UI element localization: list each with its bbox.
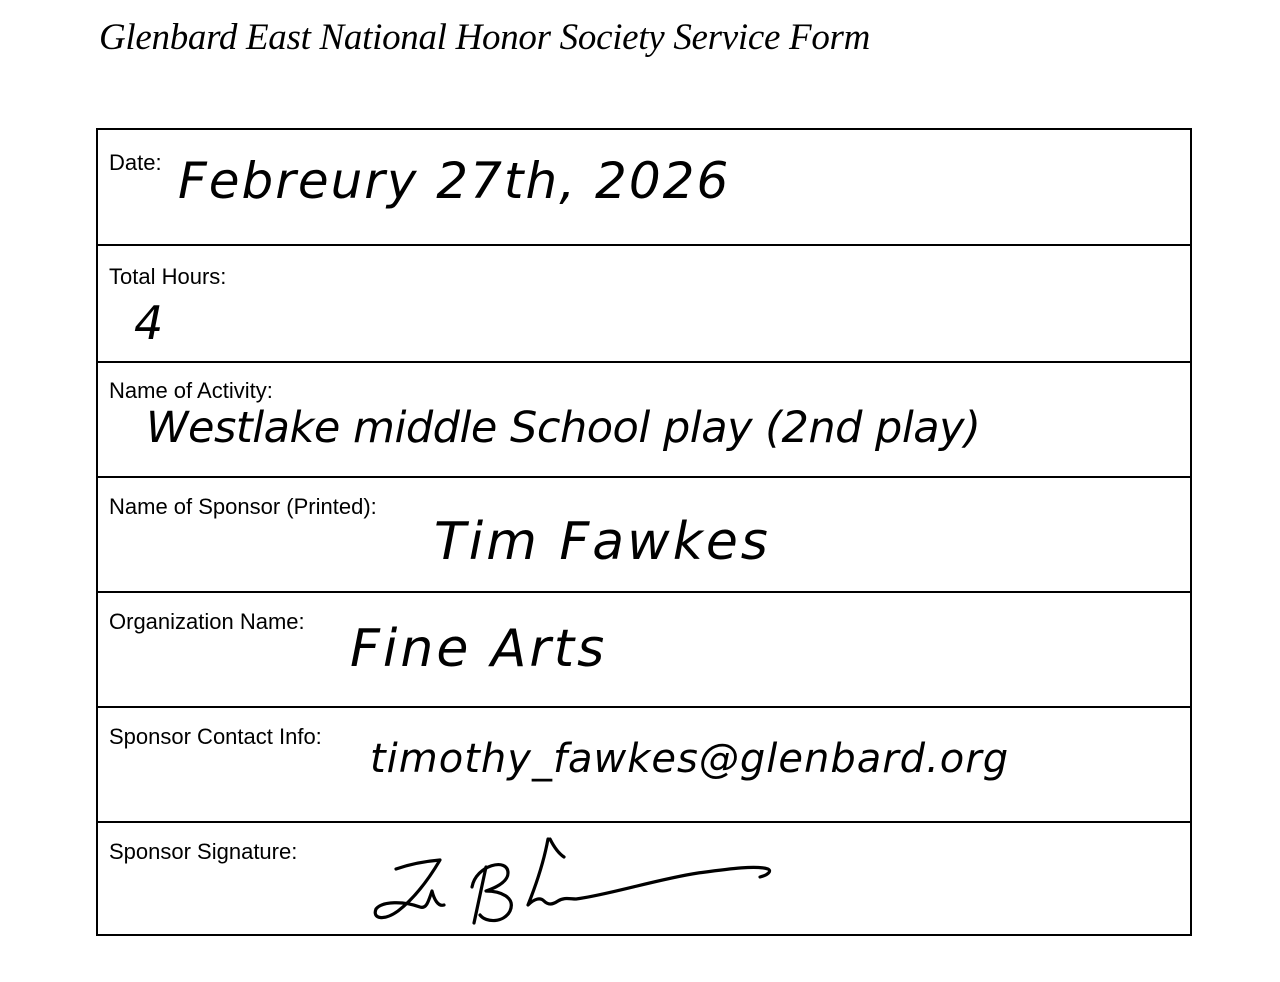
sponsor-signature-drawing: [368, 827, 788, 931]
sponsor-name-label: Name of Sponsor (Printed):: [109, 494, 377, 519]
contact-value: timothy_fawkes@glenbard.org: [370, 736, 1010, 782]
date-value: Febreury 27th, 2026: [178, 152, 731, 210]
organization-row: [98, 591, 1190, 706]
activity-label: Name of Activity:: [109, 378, 273, 403]
total-hours-label: Total Hours:: [109, 264, 227, 289]
total-hours-row: [98, 244, 1190, 361]
organization-value: Fine Arts: [350, 619, 608, 679]
activity-row: [98, 361, 1190, 476]
date-label: Date:: [109, 150, 162, 175]
sponsor-name-row: [98, 476, 1190, 591]
sponsor-name-value: Tim Fawkes: [434, 512, 771, 572]
form-title: Glenbard East National Honor Society Service Form: [99, 17, 871, 58]
total-hours-value: 4: [134, 296, 164, 350]
date-row: [98, 130, 1190, 244]
service-form-table: [96, 128, 1192, 936]
contact-label: Sponsor Contact Info:: [109, 724, 322, 749]
activity-value: Westlake middle School play (2nd play): [146, 403, 981, 453]
signature-label: Sponsor Signature:: [109, 839, 298, 864]
signature-row: [98, 821, 1190, 936]
organization-label: Organization Name:: [109, 609, 305, 634]
contact-row: [98, 706, 1190, 821]
